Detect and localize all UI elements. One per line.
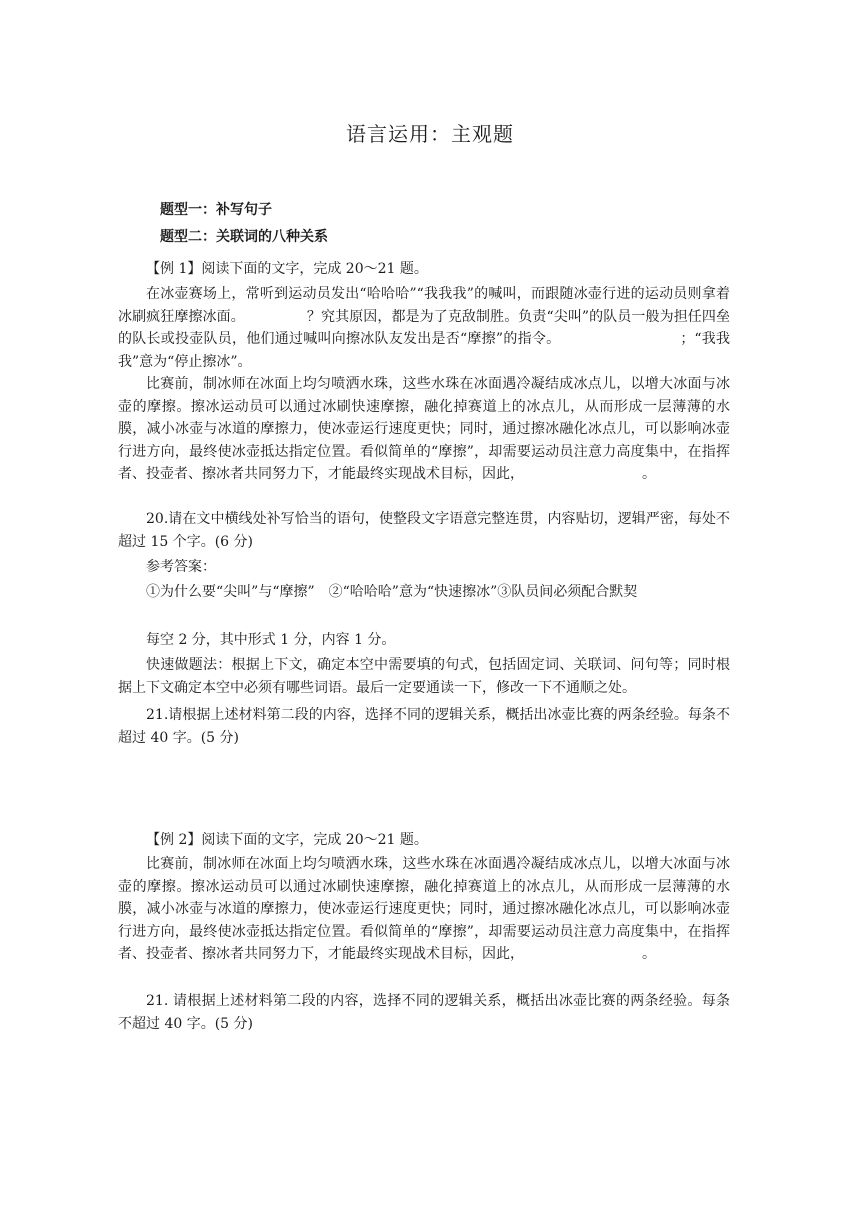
example2-paragraph <box>118 853 730 966</box>
example1-p2-text-a: 比赛前，制冰师在冰面上均匀喷洒水珠，这些水珠在冰面遇冷凝结成冰点儿，以增大冰面与冰壶的摩擦。擦冰运动员可以通过冰刷快速摩擦，融化掉赛道上的冰点儿，从而形成一层薄薄的水膜，减小冰壶与冰道的摩擦力，使冰壶运行速度更快；同时，通过擦冰融化冰点儿，可以影响冰壶行进方向，最终使冰壶抵达指定位置。看似简单的“摩擦”，却需要运动员注意力高度集中，在指挥者、投壶者、擦冰者共同努力下，才能最终实现战术目标，因此， <box>118 376 730 482</box>
question-type-2: 题型二：关联词的八种关系 <box>160 229 328 245</box>
answer-label: 参考答案： <box>146 559 216 575</box>
example2-p-text-b: 。 <box>642 946 656 962</box>
question-20: 20.请在文中横线处补写恰当的语句，使整段文字语意完整连贯，内容贴切，逻辑严密，每处不超过 15 个字。(6 分) <box>118 511 730 550</box>
page-title: 语言运用：主观题 <box>346 122 514 146</box>
example1-p1-text-c: ；“我我我”意为“停止擦冰”。 <box>118 331 730 370</box>
question-21-example1: 21.请根据上述材料第二段的内容，选择不同的逻辑关系，概括出冰壶比赛的两条经验。每条不超过 40 字。(5 分) <box>118 707 730 746</box>
example2-intro: 【例 2】阅读下面的文字，完成 20～21 题。 <box>146 832 428 848</box>
scoring-note: 每空 2 分，其中形式 1 分，内容 1 分。 <box>146 632 396 648</box>
example1-p1-text-b: ？究其原因，都是为了克敌制胜。负责“尖叫”的队员一般为担任四垒的队长或投壶队员，他们通过喊叫向擦冰队友发出是否“摩擦”的指令。 <box>118 308 730 347</box>
example1-p2-text-b: 。 <box>642 466 656 482</box>
question-type-1: 题型一：补写句子 <box>160 202 272 218</box>
reference-answer: ①为什么要“尖叫”与“摩擦” ②“哈哈哈”意为“快速擦冰”③队员间必须配合默契 <box>146 584 638 600</box>
example1-intro: 【例 1】阅读下面的文字，完成 20～21 题。 <box>146 261 428 277</box>
quick-method-note: 快速做题法：根据上下文，确定本空中需要填的句式，包括固定词、关联词、问句等；同时根据上下文确定本空中必须有哪些词语。最后一定要通读一下，修改一下不通顺之处。 <box>118 657 730 696</box>
example2-p-text-a: 比赛前，制冰师在冰面上均匀喷洒水珠，这些水珠在冰面遇冷凝结成冰点儿，以增大冰面与冰壶的摩擦。擦冰运动员可以通过冰刷快速摩擦，融化掉赛道上的冰点儿，从而形成一层薄薄的水膜，减小冰壶与冰道的摩擦力，使冰壶运行速度更快；同时，通过擦冰融化冰点儿，可以影响冰壶行进方向，最终使冰壶抵达指定位置。看似简单的“摩擦”，却需要运动员注意力高度集中，在指挥者、投壶者、擦冰者共同努力下，才能最终实现战术目标，因此， <box>118 856 730 962</box>
question-21-example2: 21. 请根据上述材料第二段的内容，选择不同的逻辑关系，概括出冰壶比赛的两条经验。每条不超过 40 字。(5 分) <box>118 993 730 1032</box>
example1-paragraph-1 <box>118 283 730 373</box>
example1-p1-text-a: 在冰壶赛场上，常听到运动员发出“哈哈哈”“我我我”的喊叫，而跟随冰壶行进的运动员则拿着冰刷疯狂摩擦冰面。 <box>118 286 730 325</box>
example1-paragraph-2 <box>118 373 730 486</box>
